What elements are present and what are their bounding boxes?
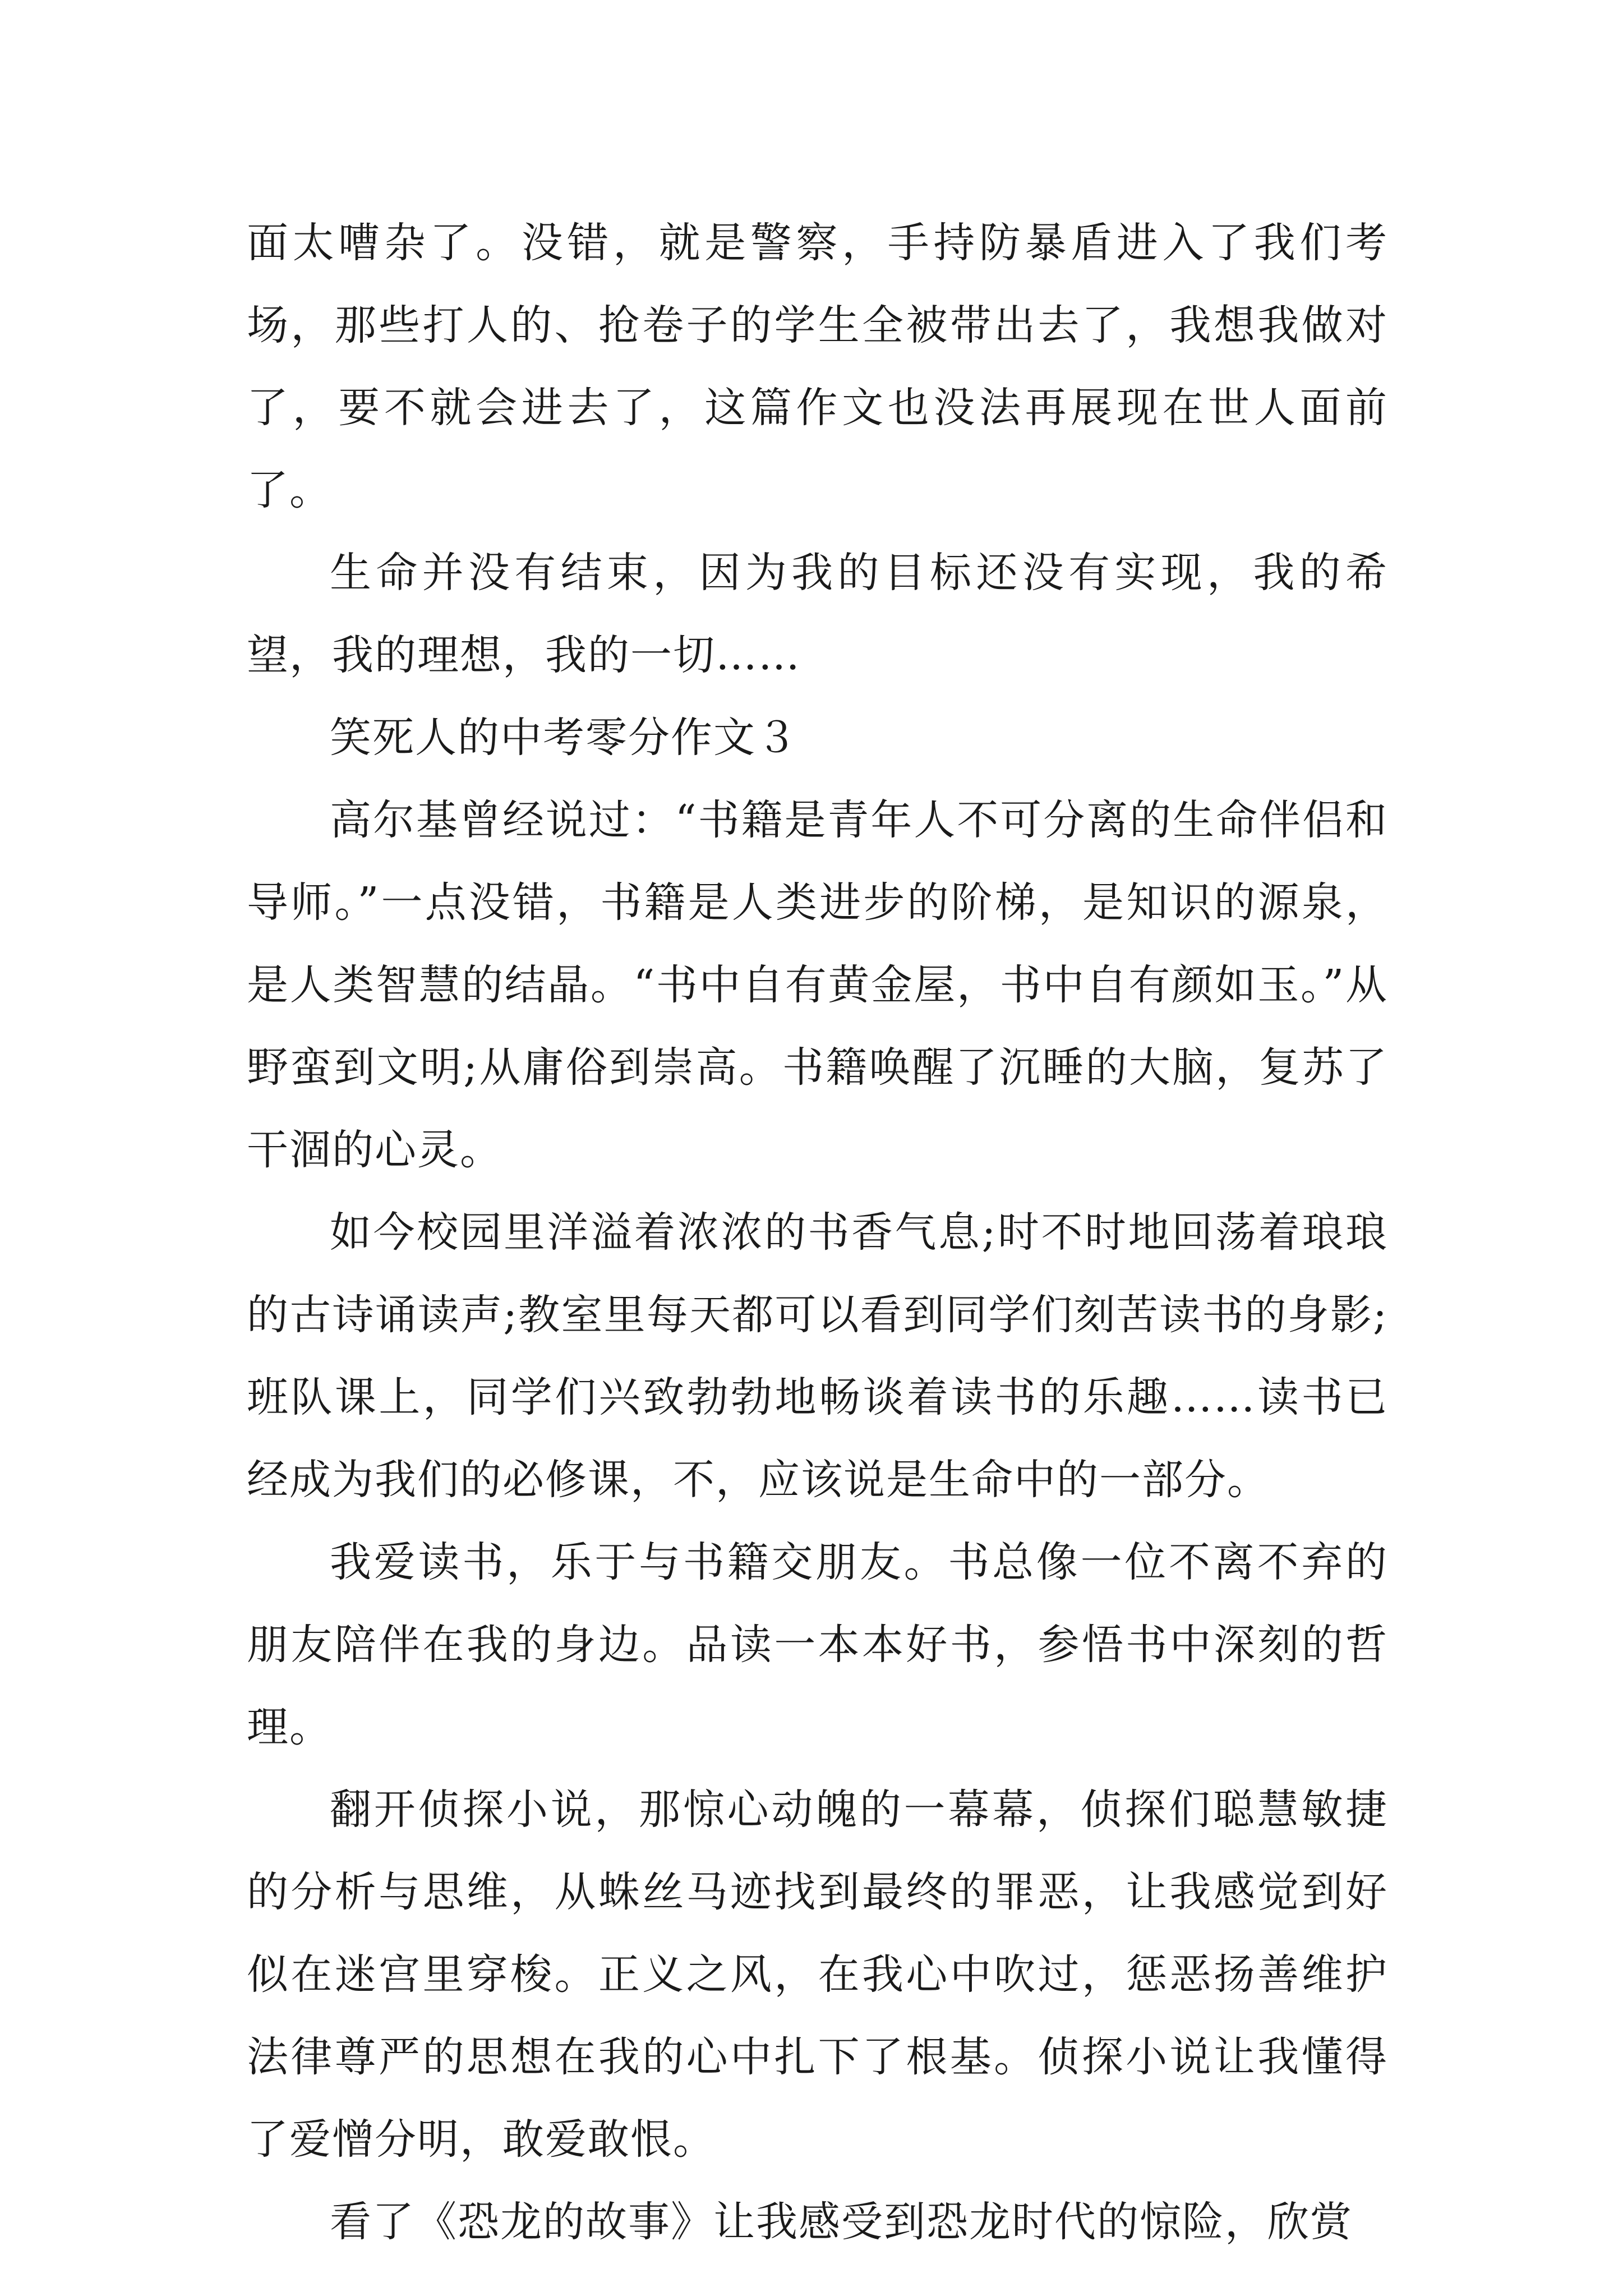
paragraph: 面太嘈杂了。没错，就是警察，手持防暴盾进入了我们考场，那些打人的、抢卷子的学生全被带出去了，我想我做对了，要不就会进去了，这篇作文也没法再展现在世人面前了。 (247, 219, 1388, 514)
paragraph: 我爱读书，乐于与书籍交朋友。书总像一位不离不弃的朋友陪伴在我的身边。品读一本本好书，参悟书中深刻的哲理。 (247, 1538, 1388, 1751)
section-heading: 笑死人的中考零分作文３ (330, 714, 799, 762)
paragraph: 如今校园里洋溢着浓浓的书香气息;时不时地回荡着琅琅的古诗诵读声;教室里每天都可以看到同学们刻苦读书的身影;班队课上，同学们兴致勃勃地畅谈着读书的乐趣……读书已经成为我们的必修课，不，应该说是生命中的一部分。 (247, 1208, 1388, 1504)
paragraph: 生命并没有结束，因为我的目标还没有实现，我的希望，我的理想，我的一切…… (247, 549, 1388, 679)
paragraph: 看了《恐龙的故事》让我感受到恐龙时代的惊险，欣赏 (330, 2198, 1353, 2246)
paragraph: 高尔基曾经说过：“书籍是青年人不可分离的生命伴侣和导师。”一点没错，书籍是人类进步的阶梯，是知识的源泉，是人类智慧的结晶。“书中自有黄金屋，书中自有颜如玉。”从野蛮到文明;从庸俗到崇高。书籍唤醒了沉睡的大脑，复苏了干涸的心灵。 (247, 796, 1388, 1174)
document-body (247, 202, 1388, 2263)
paragraph: 翻开侦探小说，那惊心动魄的一幕幕，侦探们聪慧敏捷的分析与思维，从蛛丝马迹找到最终的罪恶，让我感觉到好似在迷宫里穿梭。正义之风，在我心中吹过，惩恶扬善维护法律尊严的思想在我的心中扎下了根基。侦探小说让我懂得了爱憎分明，敢爱敢恨。 (247, 1786, 1388, 2164)
